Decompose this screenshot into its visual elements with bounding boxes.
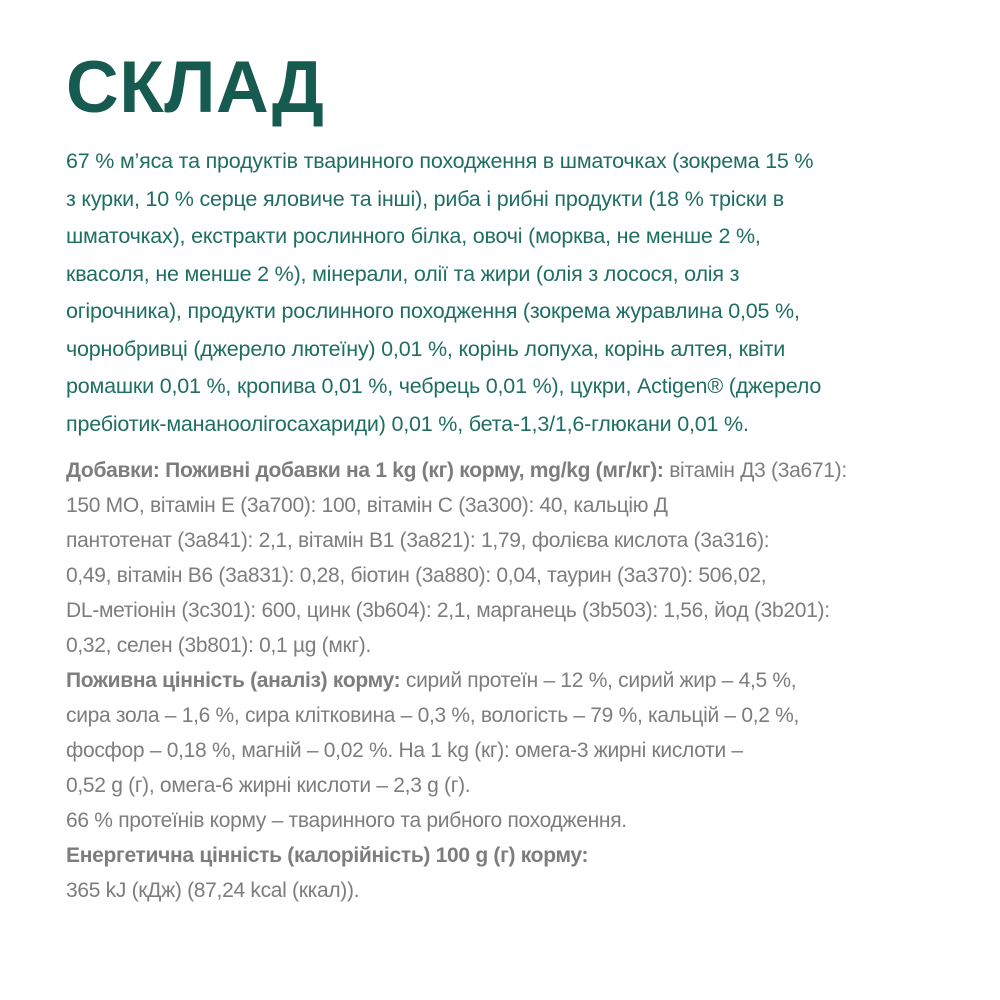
nutrition-info-section	[66, 453, 942, 908]
composition-line: квасоля, не менше 2 %), мінерали, олії та жири (олія з лосося, олія з	[66, 261, 740, 286]
analysis-label: Поживна цінність (аналіз) корму:	[66, 669, 401, 692]
analysis-line: фосфор – 0,18 %, магній – 0,02 %. На 1 kg (кг): омега-3 жирні кислоти –	[66, 739, 743, 762]
composition-line: чорнобривці (джерело лютеїну) 0,01 %, корінь лопуха, корінь алтея, квіти	[66, 336, 786, 361]
additives-lead-line	[66, 453, 942, 488]
additives-line: 0,32, селен (3b801): 0,1 µg (мкг).	[66, 634, 371, 657]
composition-line: пребіотик-мананоолігосахариди) 0,01 %, бета-1,3/1,6-глюкани 0,01 %.	[66, 411, 749, 436]
composition-line: огірочника), продукти рослинного походження (зокрема журавлина 0,05 %,	[66, 299, 800, 323]
additives-line: DL-метіонін (3c301): 600, цинк (3b604): 2,1, марганець (3b503): 1,56, йод (3b201):	[66, 599, 830, 622]
analysis-line: сира зола – 1,6 %, сира клітковина – 0,3 %, вологість – 79 %, кальцій – 0,2 %,	[66, 704, 800, 727]
analysis-line: 0,52 g (г), омега-6 жирні кислоти – 2,3 g (г).	[66, 774, 471, 797]
composition-line: 67 % м’яса та продуктів тваринного походження в шматочках (зокрема 15 %	[66, 149, 814, 173]
page-title: СКЛАД	[66, 47, 325, 128]
additives-lead-rest: вітамін Д3 (3a671):	[669, 459, 847, 482]
analysis-lead-rest: сирий протеїн – 12 %, сирий жир – 4,5 %,	[405, 669, 797, 692]
energy-label-line: Енергетична цінність (калорійність) 100 g (г) корму:	[66, 844, 589, 867]
composition-line: ромашки 0,01 %, кропива 0,01 %, чебрець 0,01 %), цукри, Actigen® (джерело	[66, 374, 822, 398]
additives-line: 150 МО, вітамін Е (3a700): 100, вітамін С (3a300): 40, кальцію Д	[66, 494, 668, 517]
energy-value-line: 365 kJ (кДж) (87,24 kcal (ккал)).	[66, 879, 360, 902]
additives-line: 0,49, вітамін В6 (3a831): 0,28, біотин (3a880): 0,04, таурин (3a370): 506,02,	[66, 564, 767, 587]
analysis-lead-line	[66, 663, 942, 698]
protein-origin-line: 66 % протеїнів корму – тваринного та рибного походження.	[66, 809, 627, 832]
composition-line: шматочках), екстракти рослинного білка, овочі (морква, не менше 2 %,	[66, 224, 761, 248]
additives-label: Добавки: Поживні добавки на 1 kg (кг) корму, mg/kg (мг/кг):	[66, 459, 664, 482]
additives-line: пантотенат (3a841): 2,1, вітамін В1 (3a821): 1,79, фолієва кислота (3a316):	[66, 529, 770, 552]
composition-line: з курки, 10 % серце яловиче та інші), риба і рибні продукти (18 % тріски в	[66, 186, 784, 211]
composition-section	[66, 143, 942, 443]
